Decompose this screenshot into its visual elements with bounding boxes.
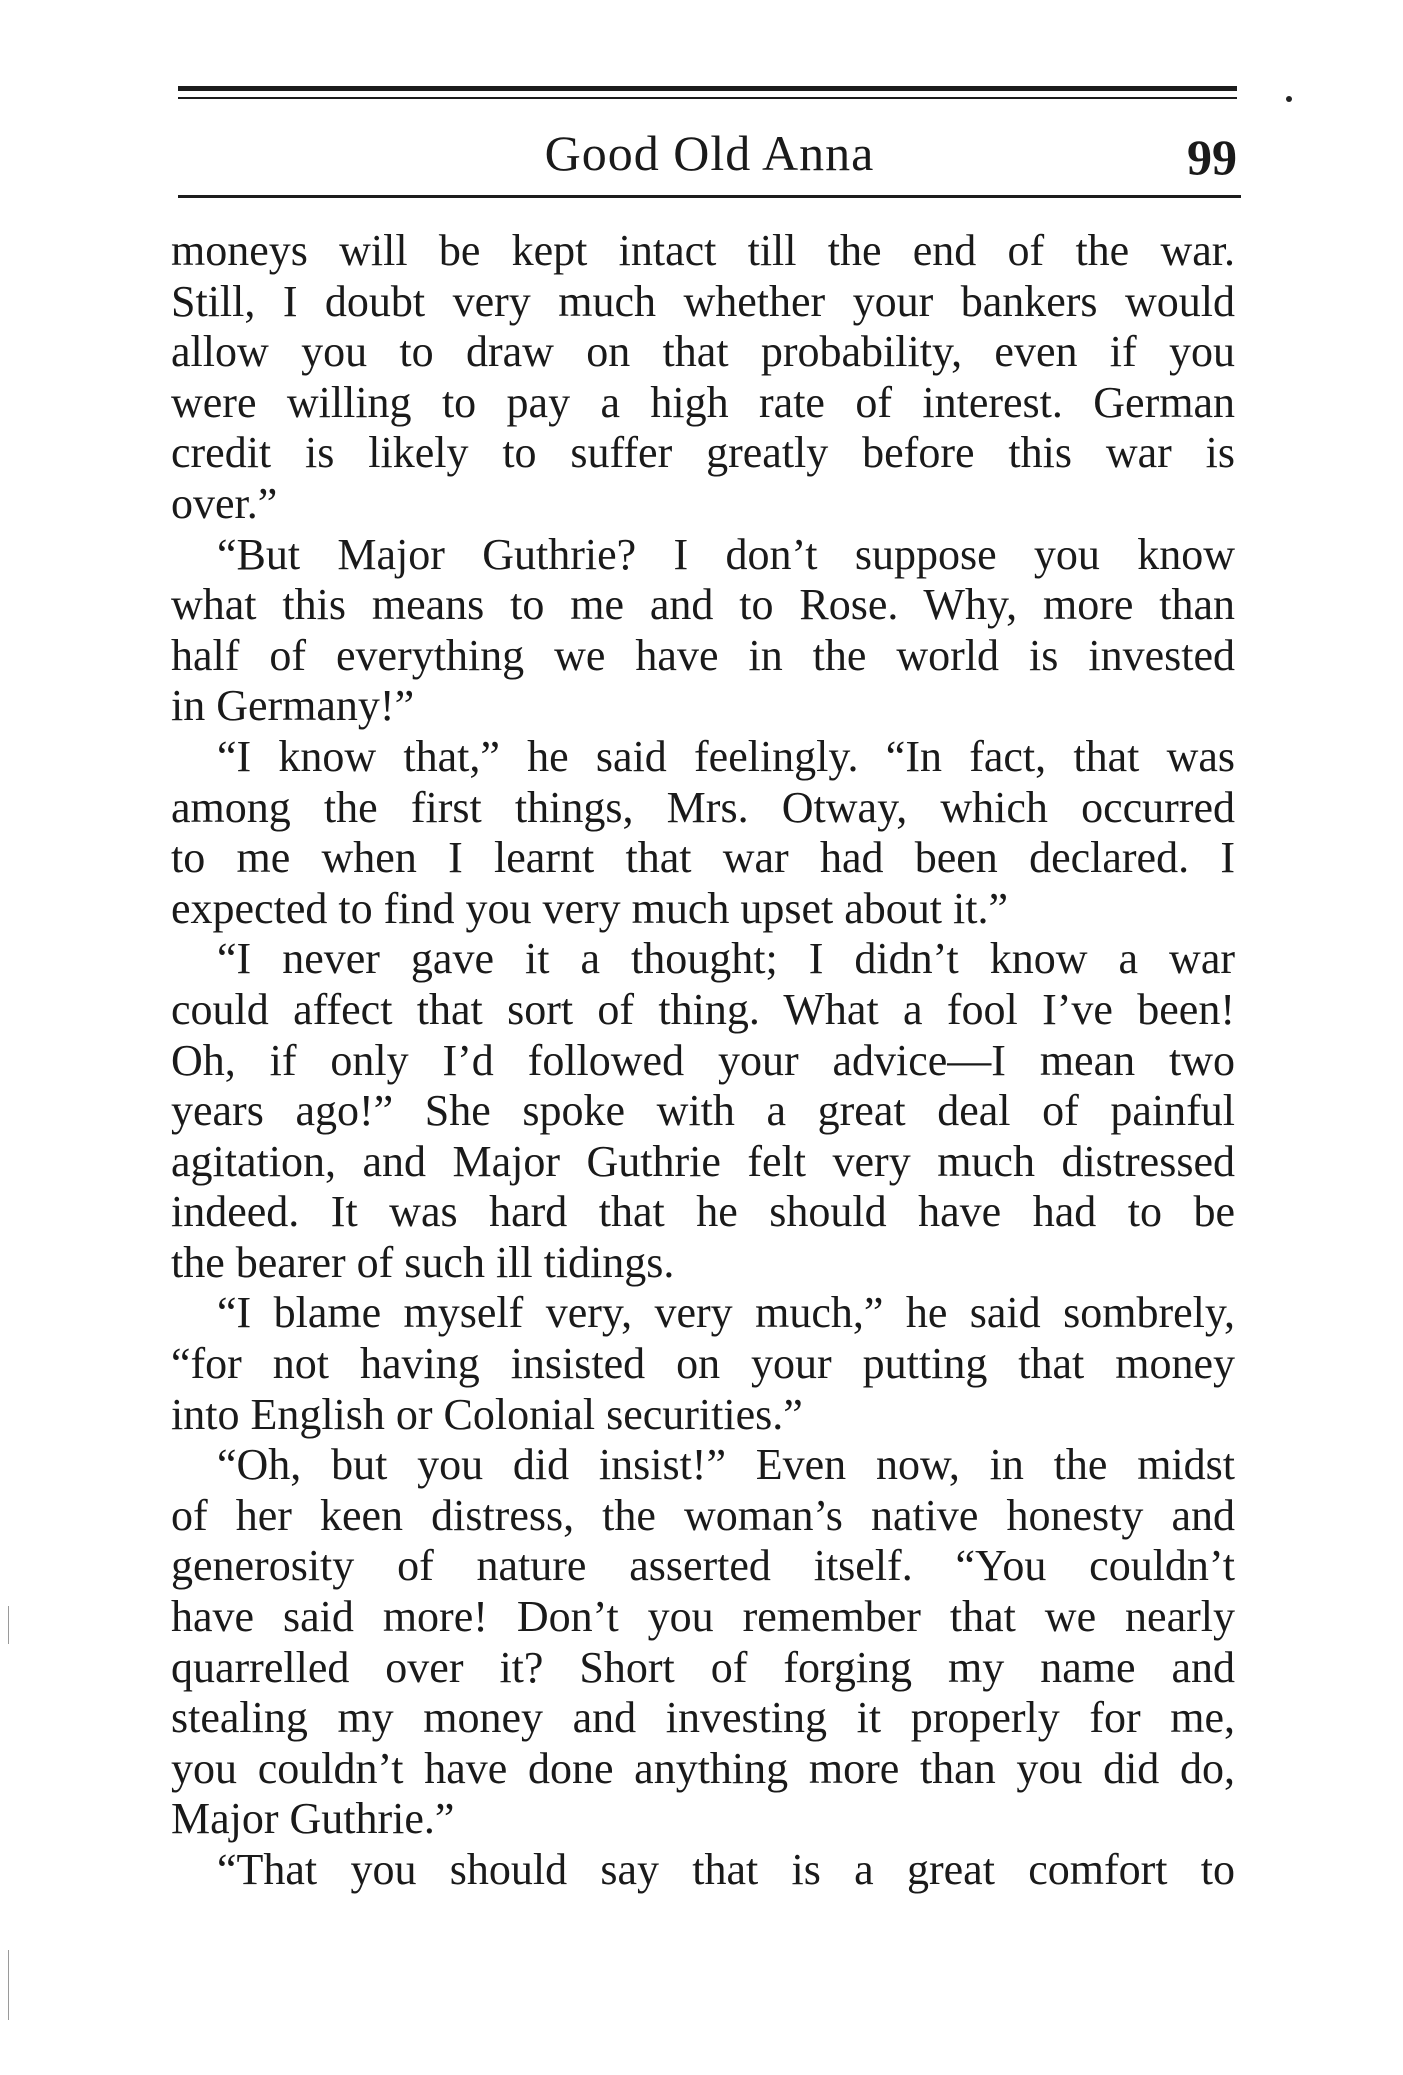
text-line: stealing my money and investing it properly for me, — [171, 1693, 1235, 1743]
text-line: generosity of nature asserted itself. “You couldn’t — [171, 1541, 1235, 1591]
text-line: indeed. It was hard that he should have had to be — [171, 1187, 1235, 1237]
margin-scan-mark — [8, 1950, 9, 2020]
text-line: agitation, and Major Guthrie felt very much distressed — [171, 1136, 1235, 1186]
text-line: to me when I learnt that war had been declared. I — [171, 833, 1235, 883]
text-line: Oh, if only I’d followed your advice—I mean two — [171, 1035, 1235, 1085]
text-line: over.” — [171, 478, 278, 528]
header-rule-thin — [178, 97, 1237, 99]
text-line: in Germany!” — [171, 681, 415, 731]
text-line: quarrelled over it? Short of forging my name and — [171, 1642, 1235, 1692]
text-line: “for not having insisted on your putting that money — [171, 1339, 1235, 1389]
ink-speck — [1286, 96, 1292, 102]
text-line: years ago!” She spoke with a great deal of painful — [171, 1086, 1235, 1136]
text-line: Still, I doubt very much whether your bankers would — [171, 276, 1235, 326]
text-line: have said more! Don’t you remember that we nearly — [171, 1592, 1235, 1642]
text-line: the bearer of such ill tidings. — [171, 1237, 675, 1287]
text-line: “I know that,” he said feelingly. “In fact, that was — [217, 731, 1235, 781]
text-line: Major Guthrie.” — [171, 1794, 455, 1844]
text-line: credit is likely to suffer greatly before this war is — [171, 428, 1235, 478]
text-line: “That you should say that is a great comfort to — [217, 1845, 1235, 1894]
page-number: 99 — [1187, 129, 1237, 185]
header-rule-thick — [178, 86, 1237, 91]
text-line: what this means to me and to Rose. Why, more than — [171, 580, 1235, 630]
text-line: half of everything we have in the world is invested — [171, 630, 1235, 680]
text-line: into English or Colonial securities.” — [171, 1389, 803, 1439]
text-line: “Oh, but you did insist!” Even now, in the midst — [217, 1440, 1235, 1490]
running-head — [178, 118, 1241, 188]
text-line: allow you to draw on that probability, even if you — [171, 327, 1235, 377]
text-line: of her keen distress, the woman’s native honesty and — [171, 1490, 1235, 1540]
text-line: among the first things, Mrs. Otway, which occurred — [171, 782, 1235, 832]
text-line: you couldn’t have done anything more than you did do, — [171, 1743, 1235, 1793]
text-line: could affect that sort of thing. What a fool I’ve been! — [171, 984, 1235, 1034]
text-line: were willing to pay a high rate of interest. German — [171, 377, 1235, 427]
header-underline-rule — [178, 195, 1241, 198]
text-line: “I blame myself very, very much,” he said sombrely, — [217, 1288, 1235, 1338]
text-line: expected to find you very much upset about it.” — [171, 883, 1008, 933]
running-title: Good Old Anna — [544, 125, 875, 181]
body-text — [171, 226, 1235, 1896]
text-line: “I never gave it a thought; I didn’t know a war — [217, 934, 1235, 984]
margin-scan-mark — [8, 1606, 9, 1644]
text-line: “But Major Guthrie? I don’t suppose you know — [217, 529, 1235, 579]
text-line: moneys will be kept intact till the end of the war. — [171, 226, 1235, 275]
